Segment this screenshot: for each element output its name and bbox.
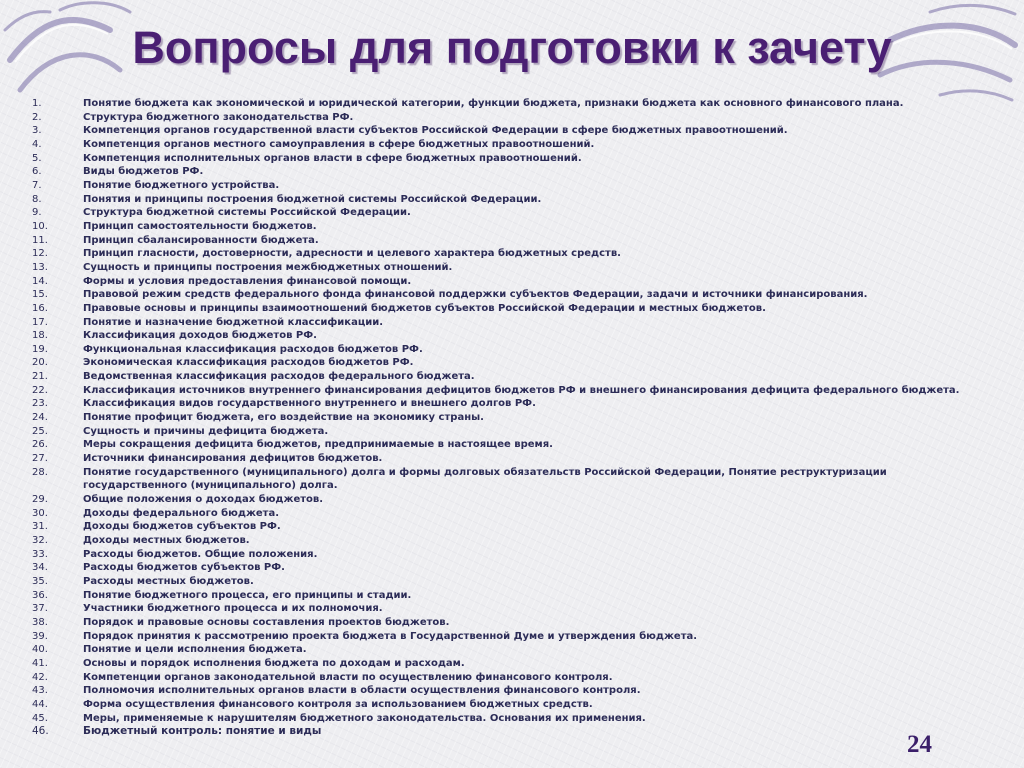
item-text: Принцип самостоятельности бюджетов. xyxy=(83,220,317,232)
item-number: 32. xyxy=(32,535,48,546)
item-number: 9. xyxy=(32,207,42,219)
list-item xyxy=(32,111,992,125)
list-item xyxy=(32,548,992,562)
item-text: Понятие бюджета как экономической и юридической категории, функции бюджета, признаки бюджета как основного финансового плана. xyxy=(83,98,904,109)
list-item xyxy=(32,602,992,616)
item-text: Компетенция органов государственной власти субъектов Российской Федерации в сфере бюджетных правоотношений. xyxy=(83,125,788,137)
item-text: Понятие и назначение бюджетной классификации. xyxy=(83,316,384,328)
item-text: Понятие и цели исполнения бюджета. xyxy=(83,644,307,656)
item-number: 5. xyxy=(32,152,42,164)
item-text: Классификация видов государственного внутреннего и внешнего долгов РФ. xyxy=(83,398,536,410)
item-text: Компетенции органов законодательной власти по осуществлению финансового контроля. xyxy=(83,671,613,683)
item-text: Участники бюджетного процесса и их полномочия. xyxy=(83,603,383,615)
item-number: 30. xyxy=(32,507,48,519)
item-text: Понятие профицит бюджета, его воздействие на экономику страны. xyxy=(83,412,484,424)
item-number: 26. xyxy=(32,439,48,451)
item-text: Понятие бюджетного устройства. xyxy=(83,179,280,191)
item-text: Понятие государственного (муниципального) долга и формы долговых обязательств Российской Федерации, Понятие реструктуризации государственного (муниципального) долга. xyxy=(83,466,887,492)
item-text: Классификация доходов бюджетов РФ. xyxy=(83,330,317,342)
item-number: 41. xyxy=(32,657,48,669)
list-item xyxy=(32,275,992,289)
item-text: Компетенция исполнительных органов власти в сфере бюджетных правоотношений. xyxy=(83,152,582,164)
item-text: Расходы бюджетов субъектов РФ. xyxy=(83,562,285,574)
list-item xyxy=(32,220,992,234)
list-item xyxy=(32,466,923,493)
item-number: 29. xyxy=(32,494,48,506)
item-text: Сущность и принципы построения межбюджетных отношений. xyxy=(83,261,453,273)
item-text: Понятия и принципы построения бюджетной системы Российской Федерации. xyxy=(83,193,542,205)
item-number: 45. xyxy=(32,712,48,724)
item-text: Доходы бюджетов субъектов РФ. xyxy=(83,521,281,533)
item-text: Виды бюджетов РФ. xyxy=(83,166,204,178)
item-number: 2. xyxy=(32,111,42,123)
slide-title: Вопросы для подготовки к зачету xyxy=(132,22,892,73)
list-item xyxy=(32,712,992,726)
item-number: 8. xyxy=(32,193,42,205)
item-number: 37. xyxy=(32,603,48,615)
list-item xyxy=(32,206,992,220)
item-number: 35. xyxy=(32,575,48,587)
list-item xyxy=(32,152,992,166)
list-item xyxy=(32,520,992,534)
list-item xyxy=(32,575,992,589)
list-item xyxy=(32,684,992,698)
item-number: 6. xyxy=(32,166,42,178)
list-item xyxy=(32,397,992,411)
list-item xyxy=(32,452,992,466)
list-item xyxy=(32,561,992,575)
item-number: 40. xyxy=(32,644,48,656)
list-item xyxy=(32,370,992,384)
list-item xyxy=(32,698,992,712)
item-text: Правовые основы и принципы взаимоотношений бюджетов субъектов Российской Федерации и местных бюджетов. xyxy=(83,302,766,314)
item-text: Функциональная классификация расходов бюджетов РФ. xyxy=(83,343,423,355)
item-text: Полномочия исполнительных органов власти в области осуществления финансового контроля. xyxy=(83,685,641,697)
item-text: Источники финансирования дефицитов бюджетов. xyxy=(83,453,383,465)
list-item xyxy=(32,234,992,248)
page-number: 24 xyxy=(907,731,932,758)
item-text: Меры, применяемые к нарушителям бюджетного законодательства. Основания их применения. xyxy=(83,712,646,724)
list-item xyxy=(32,316,992,330)
item-number: 12. xyxy=(32,248,48,260)
list-item xyxy=(32,193,992,207)
item-text: Расходы местных бюджетов. xyxy=(83,575,254,587)
item-number: 34. xyxy=(32,562,48,574)
list-item xyxy=(32,643,992,657)
item-text: Экономическая классификация расходов бюджетов РФ. xyxy=(83,357,414,369)
item-text: Классификация источников внутреннего финансирования дефицитов бюджетов РФ и внешнего финансирования дефицита федерального бюджета. xyxy=(83,384,960,396)
item-number: 24. xyxy=(32,412,48,424)
item-number: 4. xyxy=(32,138,42,150)
list-item xyxy=(32,356,992,370)
list-item xyxy=(32,124,992,138)
item-number: 21. xyxy=(32,371,48,383)
list-item xyxy=(32,247,992,261)
item-text: Правовой режим средств федерального фонда финансовой поддержки субъектов Федерации, задачи и источники финансирования. xyxy=(83,289,868,301)
item-text: Общие положения о доходах бюджетов. xyxy=(83,494,324,506)
item-number: 13. xyxy=(32,261,48,273)
item-number: 36. xyxy=(32,589,48,601)
item-number: 14. xyxy=(32,275,48,287)
list-item xyxy=(32,630,992,644)
item-number: 23. xyxy=(32,398,48,410)
item-text: Порядок и правовые основы составления проектов бюджетов. xyxy=(83,616,450,628)
item-text: Структура бюджетного законодательства РФ. xyxy=(83,111,354,123)
item-number: 22. xyxy=(32,384,48,396)
item-number: 46. xyxy=(32,725,49,738)
item-text: Понятие бюджетного процесса, его принципы и стадии. xyxy=(83,589,412,601)
item-number: 11. xyxy=(32,234,48,246)
item-number: 16. xyxy=(32,302,48,314)
item-text: Структура бюджетной системы Российской Федерации. xyxy=(83,207,411,219)
list-item xyxy=(32,657,992,671)
item-number: 15. xyxy=(32,289,48,301)
item-number: 31. xyxy=(32,521,48,533)
item-number: 10. xyxy=(32,220,48,232)
list-item xyxy=(32,261,992,275)
item-number: 33. xyxy=(32,548,48,560)
list-item xyxy=(32,671,992,685)
list-item xyxy=(32,329,992,343)
item-number: 18. xyxy=(32,330,48,342)
item-number: 25. xyxy=(32,425,48,437)
item-text: Основы и порядок исполнения бюджета по доходам и расходам. xyxy=(83,657,465,669)
item-text: Форма осуществления финансового контроля за использованием бюджетных средств. xyxy=(83,698,593,710)
item-text: Компетенция органов местного самоуправления в сфере бюджетных правоотношений. xyxy=(83,138,595,150)
questions-list xyxy=(32,97,992,739)
item-text: Доходы федерального бюджета. xyxy=(83,507,280,519)
list-item xyxy=(32,288,992,302)
item-text: Расходы бюджетов. Общие положения. xyxy=(83,548,318,560)
list-item xyxy=(32,302,992,316)
list-item xyxy=(32,725,992,739)
item-number: 43. xyxy=(32,685,48,697)
list-item xyxy=(32,384,992,398)
item-text: Принцип гласности, достоверности, адресности и целевого характера бюджетных средств. xyxy=(83,248,621,260)
item-number: 38. xyxy=(32,616,48,628)
list-item xyxy=(32,534,992,548)
item-number: 7. xyxy=(32,179,42,191)
item-number: 1. xyxy=(32,98,42,109)
item-number: 19. xyxy=(32,343,48,355)
list-item xyxy=(32,425,992,439)
item-text: Доходы местных бюджетов. xyxy=(83,535,250,546)
item-number: 3. xyxy=(32,125,42,137)
item-number: 44. xyxy=(32,698,48,710)
list-item xyxy=(32,507,992,521)
list-item xyxy=(32,493,992,507)
item-text: Бюджетный контроль: понятие и виды xyxy=(83,725,322,738)
item-number: 42. xyxy=(32,671,48,683)
list-item xyxy=(32,589,992,603)
item-text: Сущность и причины дефицита бюджета. xyxy=(83,425,329,437)
list-item xyxy=(32,411,992,425)
item-text: Принцип сбалансированности бюджета. xyxy=(83,234,319,246)
item-text: Формы и условия предоставления финансовой помощи. xyxy=(83,275,412,287)
list-item xyxy=(32,97,992,111)
item-text: Ведомственная классификация расходов федерального бюджета. xyxy=(83,371,475,383)
item-text: Меры сокращения дефицита бюджетов, предпринимаемые в настоящее время. xyxy=(83,439,553,451)
list-item xyxy=(32,138,992,152)
list-item xyxy=(32,179,992,193)
item-text: Порядок принятия к рассмотрению проекта бюджета в Государственной Думе и утверждения бюджета. xyxy=(83,630,698,642)
item-number: 27. xyxy=(32,453,48,465)
list-item xyxy=(32,616,992,630)
list-item xyxy=(32,438,992,452)
item-number: 39. xyxy=(32,630,48,642)
item-number: 20. xyxy=(32,357,48,369)
list-item xyxy=(32,165,992,179)
item-number: 17. xyxy=(32,316,48,328)
list-item xyxy=(32,343,992,357)
item-number: 28. xyxy=(32,466,48,478)
